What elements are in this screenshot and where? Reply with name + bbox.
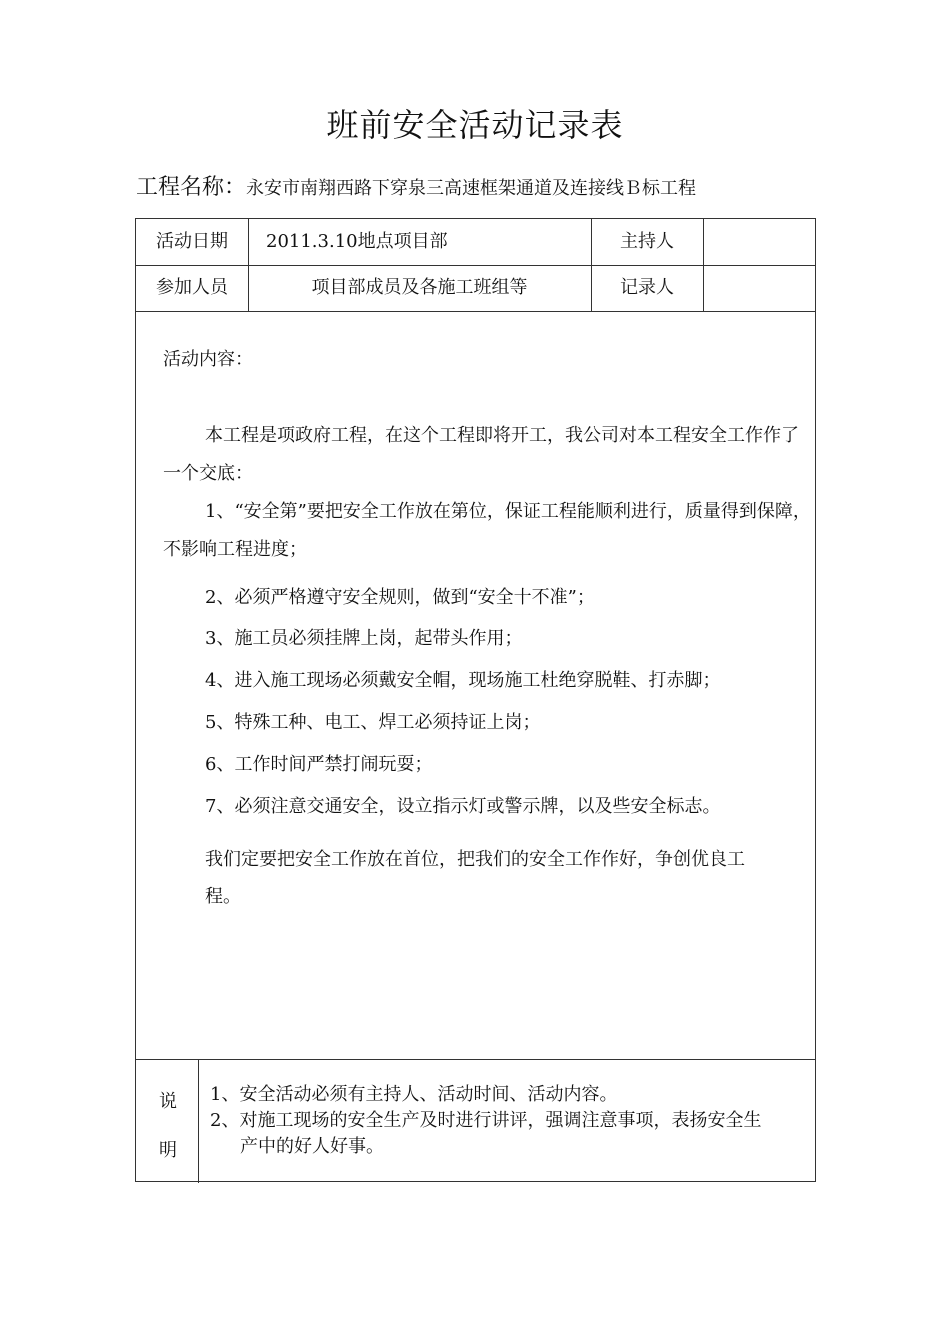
closing-line-1: 我们定要把安全工作放在首位，把我们的安全工作作好，争创优良工 [205, 849, 745, 870]
content-item-2: 2、必须严格遵守安全规则，做到“安全十不准”； [205, 587, 595, 608]
activity-date-label: 活动日期 [156, 231, 228, 252]
recorder-label: 记录人 [620, 277, 674, 298]
project-name-value: 永安市南翔西路下穿泉三高速框架通道及连接线Ｂ标工程 [246, 178, 697, 199]
content-item-1: 1、“安全第”要把安全工作放在第位，保证工程能顺利进行，质量得到保障，不影响工程进度； [163, 501, 811, 560]
closing-line-2: 程。 [205, 886, 241, 907]
host-value [703, 219, 815, 265]
note-1: 1、安全活动必须有主持人、活动时间、活动内容。 [210, 1084, 618, 1105]
participants-value: 项目部成员及各施工班组等 [311, 277, 528, 298]
row-divider [136, 311, 815, 312]
content-item-4: 4、进入施工现场必须戴安全帽，现场施工杜绝穿脱鞋、打赤脚； [205, 670, 721, 691]
row-divider [136, 1059, 815, 1060]
note-2-line-1: 2、对施工现场的安全生产及时进行讲评，强调注意事项，表扬安全生 [210, 1110, 762, 1131]
content-intro: 本工程是项政府工程，在这个工程即将开工，我公司对本工程安全工作作了一个交底： [163, 425, 799, 484]
project-name-line [136, 170, 696, 201]
participants-label: 参加人员 [156, 277, 228, 298]
notes-side-label-1: 说 [159, 1091, 177, 1112]
content-label: 活动内容： [163, 349, 253, 370]
content-item-5: 5、特殊工种、电工、焊工必须持证上岗； [205, 712, 541, 733]
project-name-label: 工程名称： [136, 175, 247, 200]
content-item-3: 3、施工员必须挂牌上岗，起带头作用； [205, 628, 523, 649]
page-title: 班前安全活动记录表 [326, 106, 624, 144]
note-2-line-2: 产中的好人好事。 [240, 1136, 384, 1157]
host-label: 主持人 [620, 231, 674, 252]
activity-date-value: 2011.3.10地点项目部 [266, 231, 448, 252]
content-item-7: 7、必须注意交通安全，设立指示灯或警示牌，以及些安全标志。 [205, 796, 721, 817]
column-divider [198, 1059, 199, 1183]
recorder-value [703, 265, 815, 311]
content-item-6: 6、工作时间严禁打闹玩耍； [205, 754, 433, 775]
notes-side-label-2: 明 [159, 1140, 177, 1161]
